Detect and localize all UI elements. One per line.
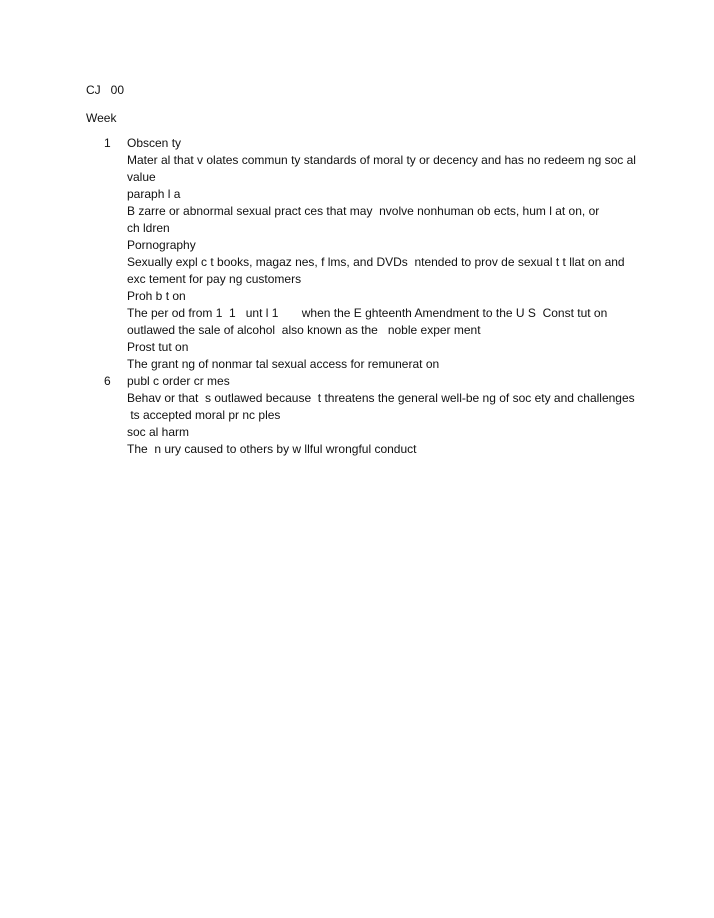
definition-line: The n ury caused to others by w llful wrongful conduct (127, 442, 417, 456)
week-label: Week (86, 111, 117, 125)
definition-line: The grant ng of nonmar tal sexual access for remunerat on (127, 357, 440, 371)
definition-line: Sexually expl c t books, magaz nes, f lms, and DVDs ntended to prov de sexual t t llat on and (127, 255, 625, 269)
list-item (86, 373, 646, 458)
definition-line: exc tement for pay ng customers (127, 272, 302, 286)
definition-line: B zarre or abnormal sexual pract ces that may nvolve nonhuman ob ects, hum l at on, or (127, 204, 600, 218)
definition-line: value (127, 170, 156, 184)
term: Proh b t on (127, 289, 186, 303)
term: paraph l a (127, 187, 181, 201)
term: publ c order cr mes (127, 374, 230, 388)
list-item (86, 135, 646, 373)
definition-line: Behav or that s outlawed because t threatens the general well-be ng of soc ety and challenges (127, 391, 635, 405)
term: Obscen ty (127, 136, 182, 150)
list-item-number: 1 (104, 136, 111, 150)
list-item-number: 6 (104, 374, 111, 388)
term: soc al harm (127, 425, 190, 439)
term: Prost tut on (127, 340, 189, 354)
definition-line: outlawed the sale of alcohol also known as the noble exper ment (127, 323, 481, 337)
definition-line: ts accepted moral pr nc ples (127, 408, 281, 422)
definition-line: Mater al that v olates commun ty standards of moral ty or decency and has no redeem ng soc al (127, 153, 636, 167)
term: Pornography (127, 238, 196, 252)
definition-line: The per od from 1 1 unt l 1 when the E ghteenth Amendment to the U S Const tut on (127, 306, 608, 320)
definition-line: ch ldren (127, 221, 170, 235)
course-code: CJ 00 (86, 83, 125, 97)
term-list (86, 135, 646, 458)
